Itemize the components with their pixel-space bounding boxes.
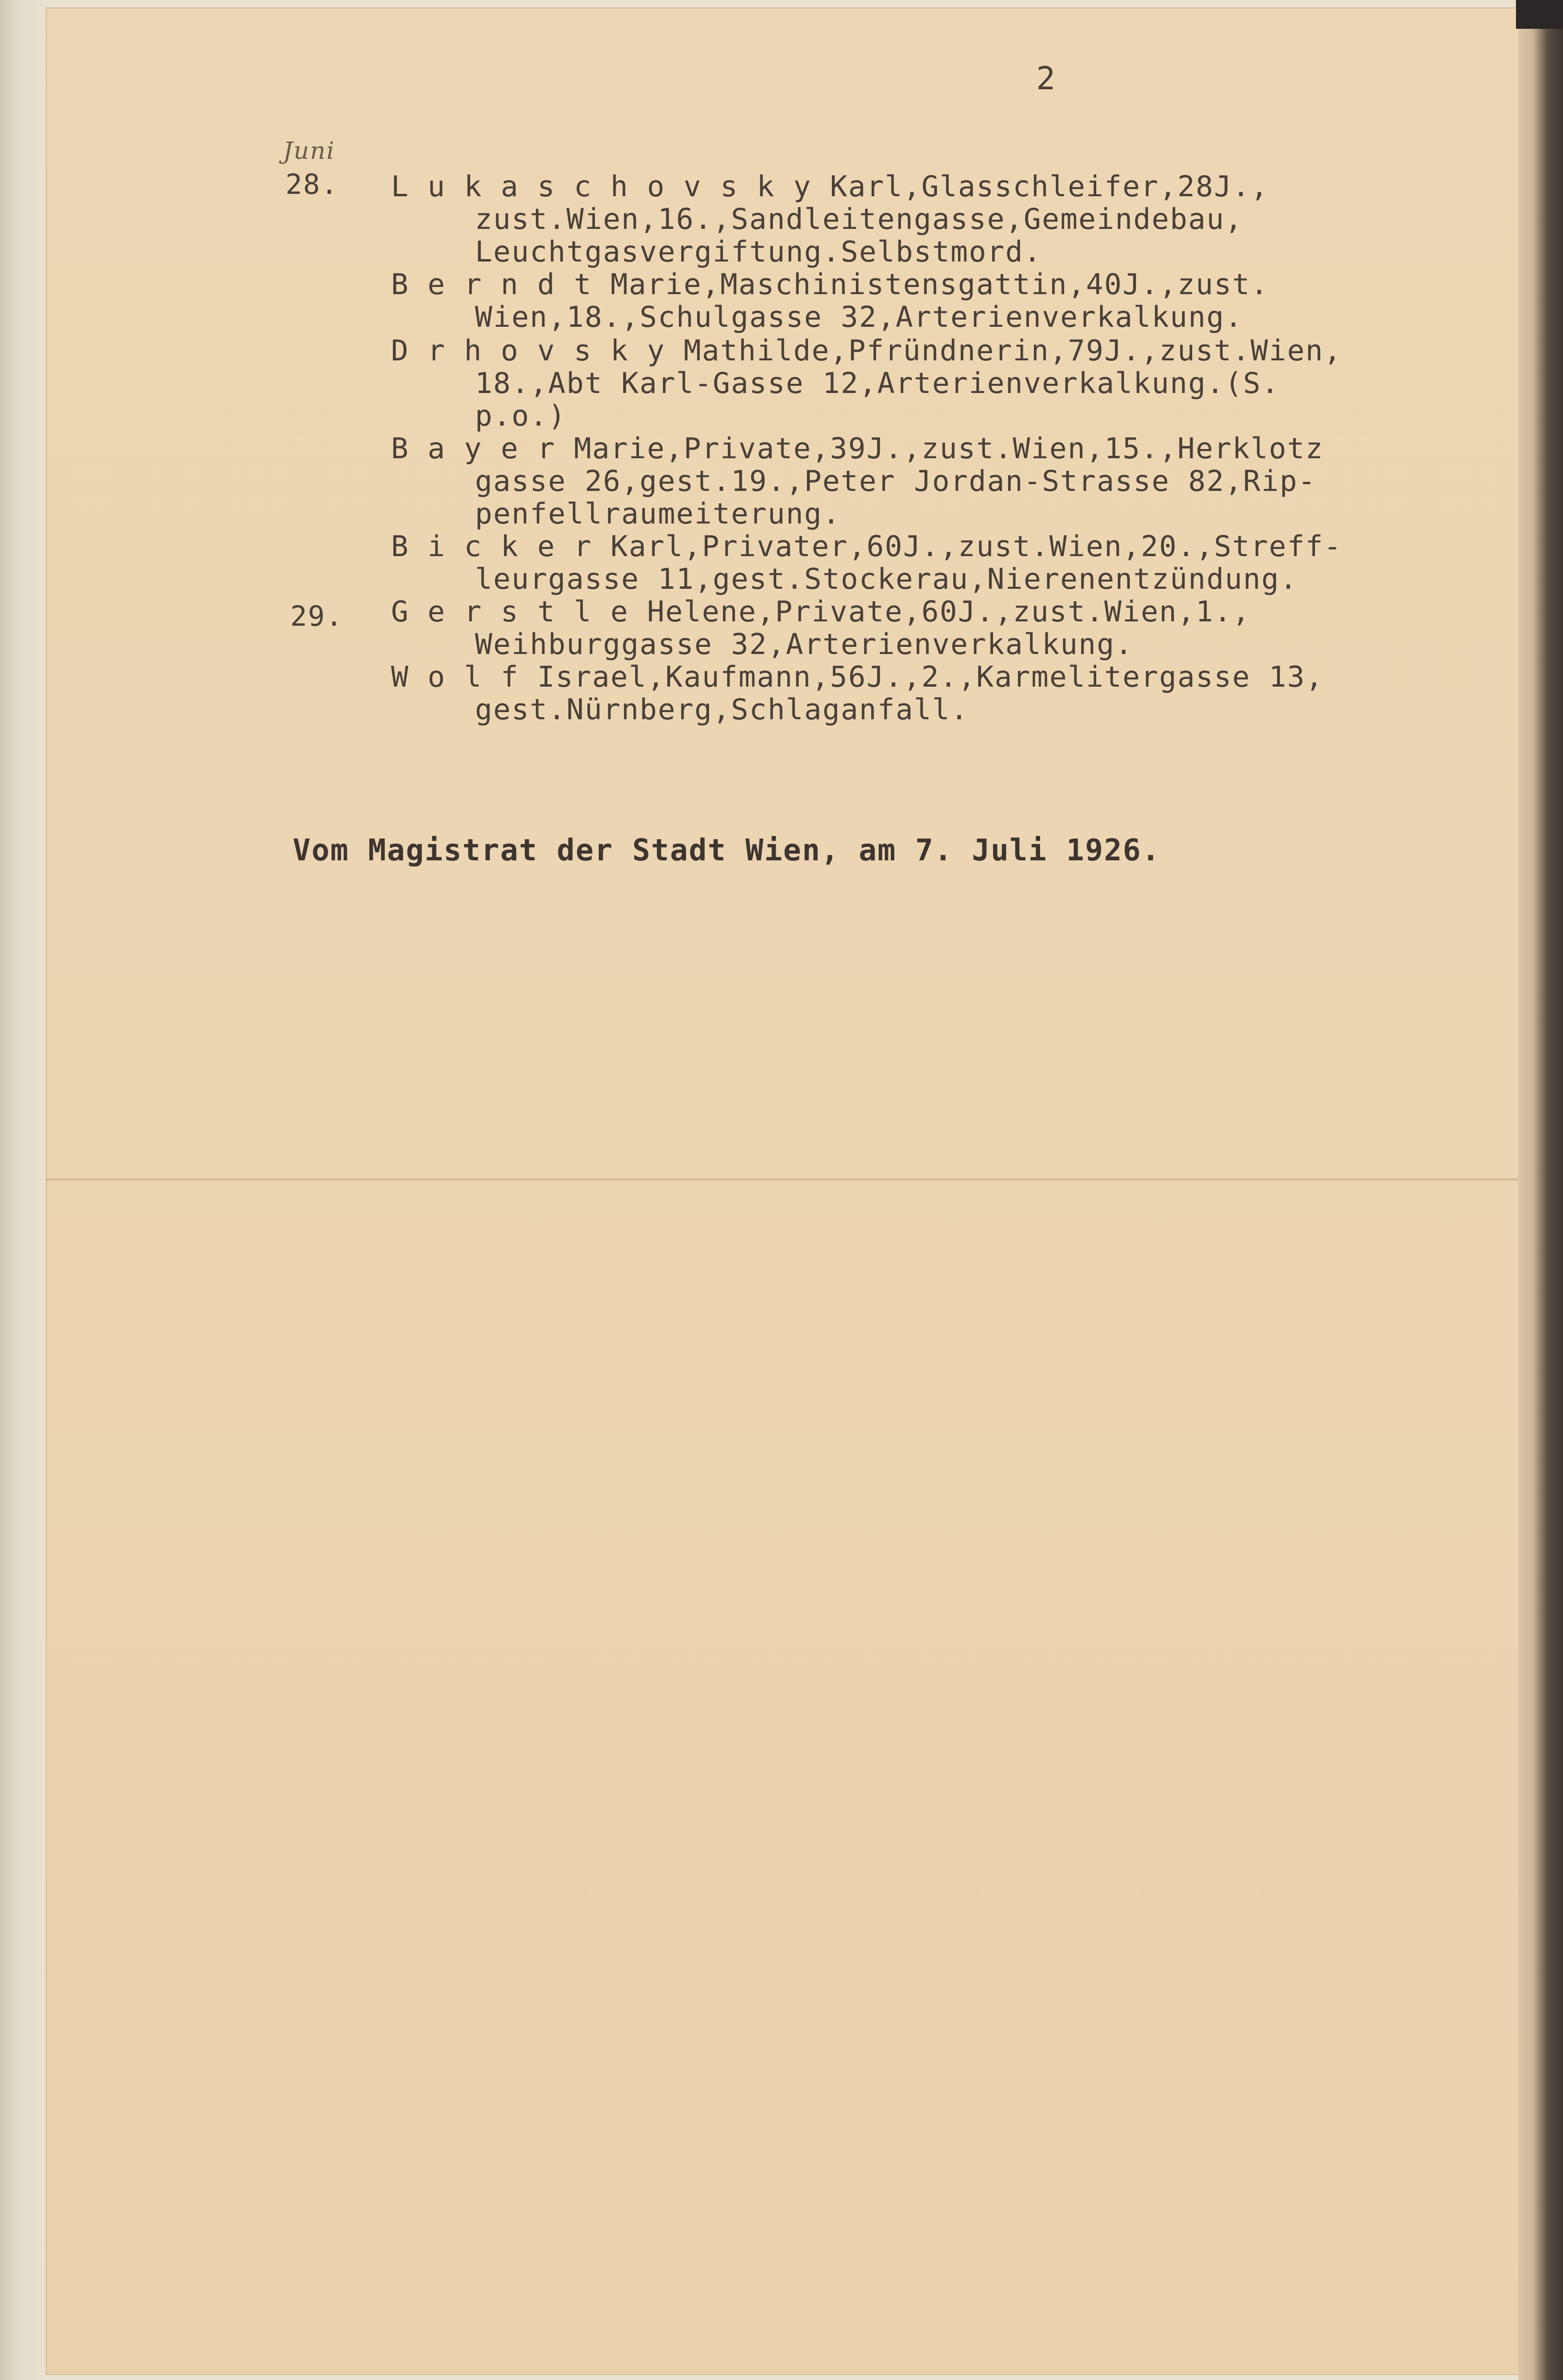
entry-1-line-1-rest: Karl,Glasschleifer,28J.,: [811, 170, 1269, 203]
entry-7-line-2: gest.Nürnberg,Schlaganfall.: [475, 693, 969, 726]
entry-1-name: L u k a s c h o v s k y: [391, 170, 812, 203]
entry-2-line-1: [391, 268, 1269, 301]
entry-4-line-1: [391, 432, 1324, 465]
entry-3-line-1-rest: Mathilde,Pfründnerin,79J.,zust.Wien,: [665, 334, 1342, 368]
entry-1-line-3: Leuchtgasvergiftung.Selbstmord.: [475, 235, 1042, 269]
entry-6-line-2: Weihburggasse 32,Arterienverkalkung.: [475, 628, 1134, 661]
entry-3-name: D r h o v s k y: [391, 334, 665, 368]
entry-6-name: G e r s t l e: [391, 595, 629, 629]
entry-1-line-2: zust.Wien,16.,Sandleitengasse,Gemeindebau,: [475, 202, 1243, 236]
entry-5-line-1: [391, 530, 1342, 563]
binding-edge-top: [1516, 0, 1563, 29]
day-29-label: 29.: [290, 600, 343, 632]
entry-4-line-1-rest: Marie,Private,39J.,zust.Wien,15.,Herklotz: [556, 432, 1324, 465]
entry-6-line-1-rest: Helene,Private,60J.,zust.Wien,1.,: [628, 595, 1251, 629]
binding-edge: [1518, 0, 1563, 2380]
closing-statement: Vom Magistrat der Stadt Wien, am 7. Juli 1926.: [293, 833, 1161, 868]
month-label: Juni: [283, 137, 335, 165]
day-28-label: 28.: [285, 168, 339, 201]
entry-3-line-1: [391, 334, 1342, 367]
entry-4-line-2: gasse 26,gest.19.,Peter Jordan-Strasse 82,Rip-: [475, 464, 1316, 498]
page-fold-line: [46, 1178, 1523, 1181]
entry-7-line-1: [391, 661, 1324, 693]
entry-3-line-3: p.o.): [475, 399, 567, 433]
entry-4-line-3: penfellraumeiterung.: [475, 497, 841, 531]
entry-7-line-1-rest: Israel,Kaufmann,56J.,2.,Karmelitergasse 13,: [519, 660, 1324, 694]
entry-1-line-1: [391, 170, 1269, 203]
entry-6-line-1: [391, 595, 1251, 628]
entry-5-name: B i c k e r: [391, 530, 592, 563]
entry-5-line-1-rest: Karl,Privater,60J.,zust.Wien,20.,Streff-: [592, 530, 1342, 563]
entry-4-name: B a y e r: [391, 432, 556, 465]
page-number: 2: [1036, 60, 1056, 97]
entry-3-line-2: 18.,Abt Karl-Gasse 12,Arterienverkalkung.(S.: [475, 367, 1280, 400]
entry-2-line-1-rest: Marie,Maschinistensgattin,40J.,zust.: [592, 268, 1269, 301]
entry-2-name: B e r n d t: [391, 268, 592, 301]
entry-2-line-2: Wien,18.,Schulgasse 32,Arterienverkalkung.: [475, 300, 1243, 334]
entry-7-name: W o l f: [391, 660, 519, 694]
entry-5-line-2: leurgasse 11,gest.Stockerau,Nierenentzündung.: [475, 562, 1298, 596]
